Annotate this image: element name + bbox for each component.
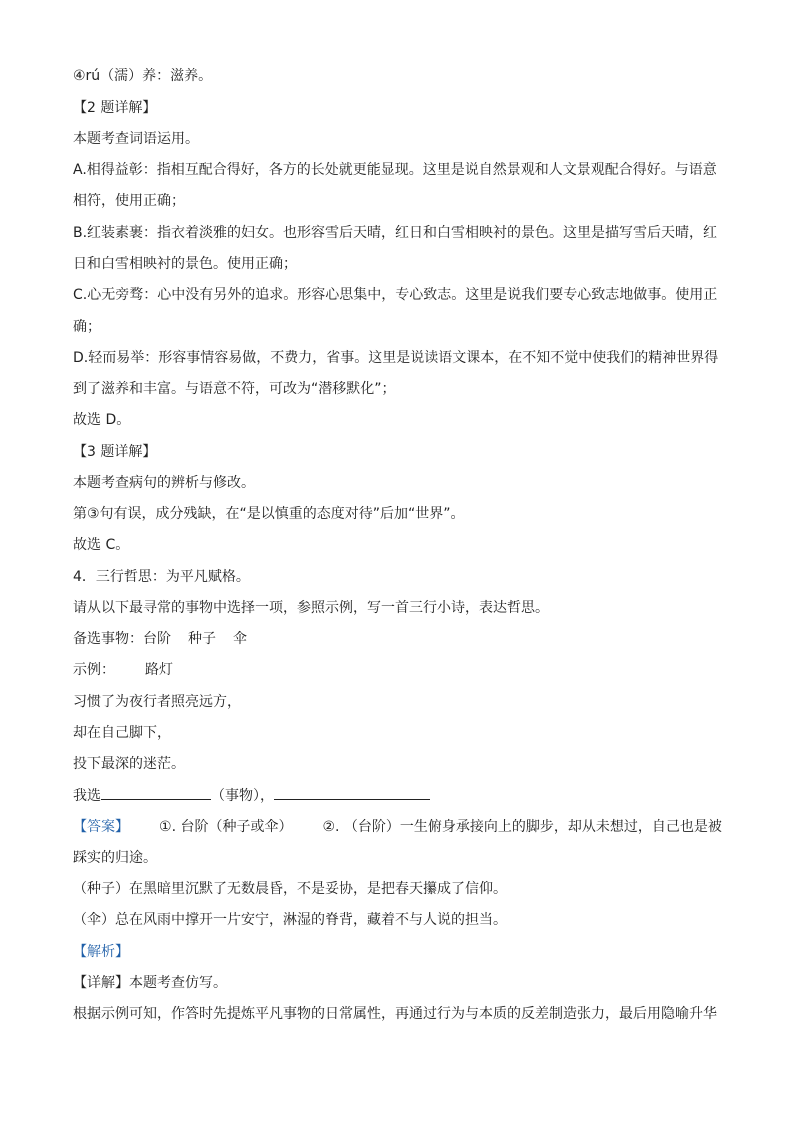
option-item: 台阶 bbox=[143, 631, 171, 647]
answer-line bbox=[73, 817, 722, 837]
answer-line: （伞）总在风雨中撑开一片安宁，淋湿的脊背，藏着不与人说的担当。 bbox=[73, 912, 507, 928]
options-label: 备选事物： bbox=[73, 631, 143, 647]
answer-text: . （台阶）一生俯身承接向上的脚步，却从未想过，自己也是被 bbox=[335, 819, 722, 835]
text-line: C.心无旁骛：心中没有另外的追求。形容心思集中，专心致志。这里是说我们要专心致志地做事。使用正 bbox=[73, 287, 718, 303]
answer-line: （种子）在黑暗里沉默了无数晨昏，不是妥协，是把春天攥成了信仰。 bbox=[73, 881, 507, 897]
section-heading: 【3 题详解】 bbox=[73, 444, 157, 460]
example-line bbox=[73, 660, 173, 680]
section-heading: 【2 题详解】 bbox=[73, 100, 157, 116]
poem-line: 却在自己脚下， bbox=[73, 725, 171, 741]
text-line: 相符，使用正确； bbox=[73, 193, 185, 209]
answer-tag: 【答案】 bbox=[73, 819, 129, 835]
detail-text: 本题考查仿写。 bbox=[129, 975, 227, 991]
text-line: 本题考查病句的辨析与修改。 bbox=[73, 475, 255, 491]
blank-poem bbox=[274, 785, 430, 800]
example-title: 路灯 bbox=[145, 662, 173, 678]
text-line: 根据示例可知，作答时先提炼平凡事物的日常属性，再通过行为与本质的反差制造张力，最后用隐喻升华 bbox=[73, 1006, 717, 1022]
options-line bbox=[73, 629, 247, 649]
poem-line: 投下最深的迷茫。 bbox=[73, 756, 185, 772]
answer-text: . 台阶（种子或伞） bbox=[171, 819, 293, 835]
text-line: 日和白雪相映衬的景色。使用正确； bbox=[73, 256, 297, 272]
answer-number: ② bbox=[322, 819, 336, 835]
question-title: 4．三行哲思：为平凡赋格。 bbox=[73, 569, 250, 585]
text-line: D.轻而易举：形容事情容易做，不费力，省事。这里是说读语文课本，在不知不觉中使我们的精神世界得 bbox=[73, 350, 719, 366]
text-line: 故选 D。 bbox=[73, 412, 131, 428]
answer-line: 踩实的归途。 bbox=[73, 850, 157, 866]
text-line: B.红装素裹：指衣着淡雅的妇女。也形容雪后天晴，红日和白雪相映衬的景色。这里是描写雪后天晴，红 bbox=[73, 225, 718, 241]
answer-number: ① bbox=[159, 819, 172, 835]
poem-line: 习惯了为夜行者照亮远方， bbox=[73, 694, 241, 710]
analysis-tag: 【解析】 bbox=[73, 944, 129, 960]
detail-tag: 【详解】 bbox=[73, 975, 129, 991]
text-line: 故选 C。 bbox=[73, 537, 130, 553]
text-line: 确； bbox=[73, 319, 101, 335]
fill-prefix: 我选 bbox=[73, 788, 101, 804]
fill-line bbox=[73, 785, 430, 806]
text-line: 到了滋养和丰富。与语意不符，可改为“潜移默化”； bbox=[73, 381, 396, 397]
blank-thing bbox=[101, 785, 211, 800]
option-item: 种子 bbox=[188, 631, 216, 647]
text-line: 本题考查词语运用。 bbox=[73, 131, 199, 147]
fill-middle: （事物）， bbox=[211, 788, 274, 804]
detail-line bbox=[73, 973, 227, 993]
example-label: 示例： bbox=[73, 662, 115, 678]
text-line: 第③句有误，成分残缺，在“是以慎重的态度对待”后加“世界”。 bbox=[73, 506, 465, 522]
text-line: A.相得益彰：指相互配合得好，各方的长处就更能显现。这里是说自然景观和人文景观配合得好。与语意 bbox=[73, 162, 717, 178]
text-line: ④rú（濡）养：滋养。 bbox=[73, 68, 213, 84]
text-line: 请从以下最寻常的事物中选择一项，参照示例，写一首三行小诗，表达哲思。 bbox=[73, 600, 549, 616]
option-item: 伞 bbox=[233, 631, 247, 647]
